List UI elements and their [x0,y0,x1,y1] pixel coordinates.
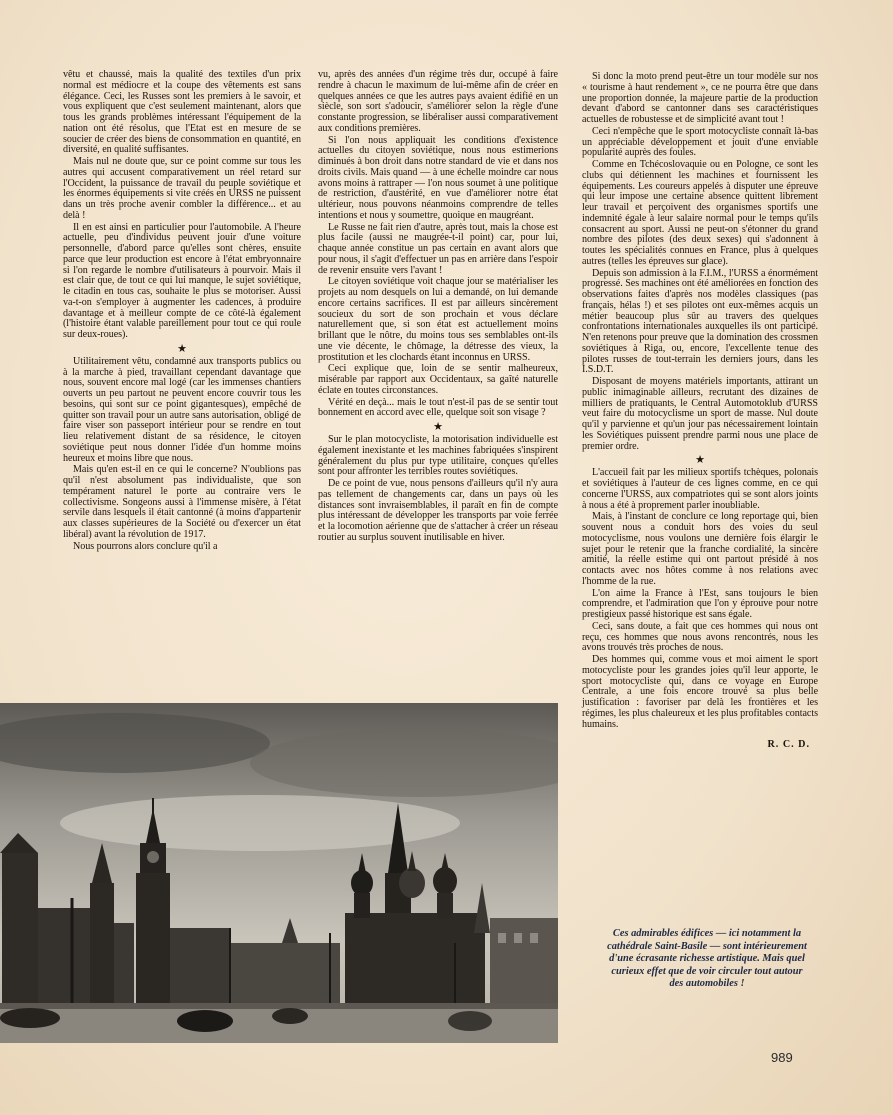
paragraph: Le citoyen soviétique voit chaque jour se matérialiser les projets au nom desquels on lui a demandé, on lui demande encore certains sacrifices. Il est par ailleurs sincèrement soucieux du sort de son prochain et vous déclare naturellement que, si son état est actuellement moins brillant que le nôtre, du moins tous ses semblables ont-ils une vie décente, le chômage, la détresse des vieux, la prostitution et les clochards étant inconnus en URSS. [318,276,558,363]
photo-caption: Ces admirables édifices — ici notamment la cathédrale Saint-Basile — sont intérieurement d'une écrasante richesse artistique. Mais quel curieux effet que de voir circuler tout autour des automobiles ! [607,928,807,990]
author-signature: R. C. D. [767,739,810,751]
paragraph: Il en est ainsi en particulier pour l'automobile. A l'heure actuelle, peu d'individus peuvent jouir d'une voiture personnelle, d'abord parce qu'elles sont chères, ensuite parce que leur production est encore à l'état embryonnaire si l'on regarde le nombre d'utilisateurs à pourvoir. Mais il est clair que, de tout ce qui lui manque, le sujet soviétique, le citadin en tous cas, souhaite le plus se motoriser. Aussi va-t-on s'employer à augmenter les cadences, à produire davantage et à meilleur compte de ce côté-là également (l'histoire étant valable pareillement pour tout ce qui roule sur deux-roues). [63,221,301,340]
section-star-separator: ★ [695,454,705,467]
paragraph: Vérité en deçà... mais le tout n'est-il pas de se sentir tout bonnement en accord avec elle, quelque soit son visage ? [318,396,558,419]
photo-illustration [0,703,558,1043]
paragraph: Depuis son admission à la F.I.M., l'URSS a énormément progressé. Ses machines ont été améliorées en fonction des observations faites d'après nos modèles classiques (pas français, hélas !) et ses pilotes ont eux-mêmes acquis un métier beaucoup plus sûr au travers des quelques confrontations internationales auxquelles ils ont participé. N'en retenons pour preuve que la domination des crossmen soviétiques à Riga, ou, encore, l'excellente tenue des pilotes russes de tout-terrain les derniers jours, dans les I.S.D.T. [582,267,818,376]
section-star-separator: ★ [177,342,187,355]
paragraph: Mais, à l'instant de conclure ce long reportage qui, bien souvent nous a conduit hors des voies du seul motocyclisme, nous voulons une dernière fois élargir le sujet pour le retenir que la franche cordialité, la sincère amitié, la réelle estime qui ont partout présidé à nos contacts avec nos hôtes comme à nos relations avec l'homme de la rue. [582,511,818,587]
paragraph: Nous pourrons alors conclure qu'il a [73,540,218,552]
paragraph: vêtu et chaussé, mais la qualité des textiles d'un prix normal est médiocre et la coupe des vêtements est sans élégance. Ceci, les Russes sont les premiers à le savoir, et vous expliquent que c'est seulement maintenant, alors que tous les grands problèmes intéressant l'équipement de la nation ont été résolus, que l'Etat est en mesure de se soucier de créer des biens de consommation en quantité, en diversité, en qualité suffisantes. [63,69,301,156]
paragraph: L'on aime la France à l'Est, sans toujours le bien comprendre, et l'admiration que l'on y éprouve pour notre prestigieux passé historique est sans égale. [582,587,818,620]
paragraph: Ceci n'empêche que le sport motocycliste connaît là-bas un appréciable développement et jouit d'une enviable popularité auprès des foules. [582,125,818,159]
paragraph: Des hommes qui, comme vous et moi aiment le sport motocycliste pour les grandes joies qu'il leur apporte, le sport motocycliste qui, dans ce voyage en Europe Centrale, a une fois encore trouvé sa plus belle justification : favoriser par delà les frontières et les régimes, les plus chaleureux et les plus profitables contacts humains. [582,654,818,730]
paragraph: Ceci, sans doute, a fait que ces hommes qui nous ont reçu, ces hommes que nous avons rencontrés, nous les avons trouvés très proches de nous. [582,620,818,654]
paragraph: Mais qu'en est-il en ce qui le concerne? N'oublions pas qu'il n'est absolument pas individualiste, que son tempérament naturel le porte au contraire vers le collectivisme. Songeons aussi à l'immense misère, à l'état servile dans lesquels il était cantonné (à moins d'appartenir aux classes supérieures de la Société ou d'exercer un état libéral) avant la révolution de 1917. [63,464,301,540]
paragraph: L'accueil fait par les milieux sportifs tchèques, polonais et soviétiques à l'auteur de ces lignes comme, en ce qui concerne l'URSS, aux compatriotes qui se sont alors joints à nous a été à proprement parler inoubliable. [582,467,818,511]
paragraph: Disposant de moyens matériels importants, attirant un public inimaginable ailleurs, recrutant des dizaines de milliers de pratiquants, le Central Automotoklub d'URSS veut faire du motocyclisme un sport de masse. Nul doute qu'il y parvienne et qu'un jour pas nécessairement lointain les Soviétiques puissent prendre parmi nous une place de premier ordre. [582,376,818,452]
paragraph: De ce point de vue, nous pensons d'ailleurs qu'il n'y aura pas tellement de changements car, dans un pays où les distances sont invraisemblables, il paraît en fin de compte plus intéressant de développer les transports par voie ferrée et la locomotion aérienne que de s'attacher à créer un réseau routier au surplus souvent inutilisable en hiver. [318,478,558,543]
paragraph: Si donc la moto prend peut-être un tour modèle sur nos « tourisme à haut rendement », ce ne pourra être que dans une proportion donnée, la majeure partie de la production devant d'abord se cantonner dans ses caractéristiques actuelles de robustesse et de simplicité avant tout ! [582,71,818,125]
kremlin-saint-basil-photo [0,703,558,1043]
paragraph: Comme en Tchécoslovaquie ou en Pologne, ce sont les clubs qui détiennent les machines et fournissent les équipements. Les coureurs appelés à disputer une épreuve qui leur impose une certaine absence quittent librement leur travail et perçoivent des organismes sportifs une indemnité égale à leur salaire normal pour le temps qu'ils consacrent au sport. Aussi ne peut-on s'étonner du grand nombre des pilotes (des deux sexes) qui s'adonnent à toutes les spécialités connues en France, plus à quelques autres (telles les épreuves sur glace). [582,159,818,267]
paragraph: Sur le plan motocycliste, la motorisation individuelle est également inexistante et les machines fabriquées s'inspirent généralement du plus pur type utilitaire, conçues qu'elles sont pour affronter les terribles routes soviétiques. [318,434,558,478]
paragraph: Si l'on nous appliquait les conditions d'existence actuelles du citoyen soviétique, nous nous estimerions diminués à bon droit dans notre standard de vie et dans nos droits civils. Mais quand — à une échelle moindre car nous avons moins à rattraper — l'on nous soumet à une politique de restriction, d'austérité, en vue d'améliorer notre état ultérieur, nous pouvons néanmoins comprendre de telles intentions et nous y soumettre, quoique en maugréant. [318,134,558,221]
paragraph: Utilitairement vêtu, condamné aux transports publics ou à la marche à pied, travaillant cependant davantage que nous, souvent encore mal logé (car les immenses chantiers ouverts un peu partout ne peuvent encore couvrir tous les besoins, qui sont sur ce point gigantesques), empêché de quitter son travail pour un autre sans autorisation, obligé de faire viser son passeport intérieur pour se rendre en tout lieu relativement distant de sa résidence, le citoyen soviétique peut nous donner l'idée d'un homme moins heureux et moins libre que nous. [63,355,301,464]
article-column-2 [318,70,558,545]
article-column-3 [582,72,818,752]
paragraph: Le Russe ne fait rien d'autre, après tout, mais la chose est plus facile (aussi ne maugrée-t-il point) car, pour lui, chaque année constitue un pas certain en avant alors que pour nous, il s'agit d'effectuer un pas en arrière dans l'espoir de revenir ensuite vers l'avant ! [318,221,558,276]
paragraph: Mais nul ne doute que, sur ce point comme sur tous les autres qui accusent comparativement un réel retard sur l'Occident, la puissance de travail du peuple soviétique et les énormes équipements si vite créés en URSS ne puissent dans un très proche avenir combler la différence... et au delà ! [63,156,301,221]
page-number: 989 [771,1050,793,1065]
article-column-1 [63,70,301,553]
paragraph: Ceci explique que, loin de se sentir malheureux, misérable par rapport aux Occidentaux, sa gaîté naturelle éclate en toutes circonstances. [318,363,558,396]
paragraph: vu, après des années d'un régime très dur, occupé à faire rendre à chacun le maximum de lui-même afin de créer en quelques années ce que les autres pays avaient édifié en un siècle, son sort s'adoucir, s'améliorer selon la règle d'une constante progression, se libéraliser aussi comparativement aux conditions premières. [318,69,558,134]
section-star-separator: ★ [433,421,443,433]
